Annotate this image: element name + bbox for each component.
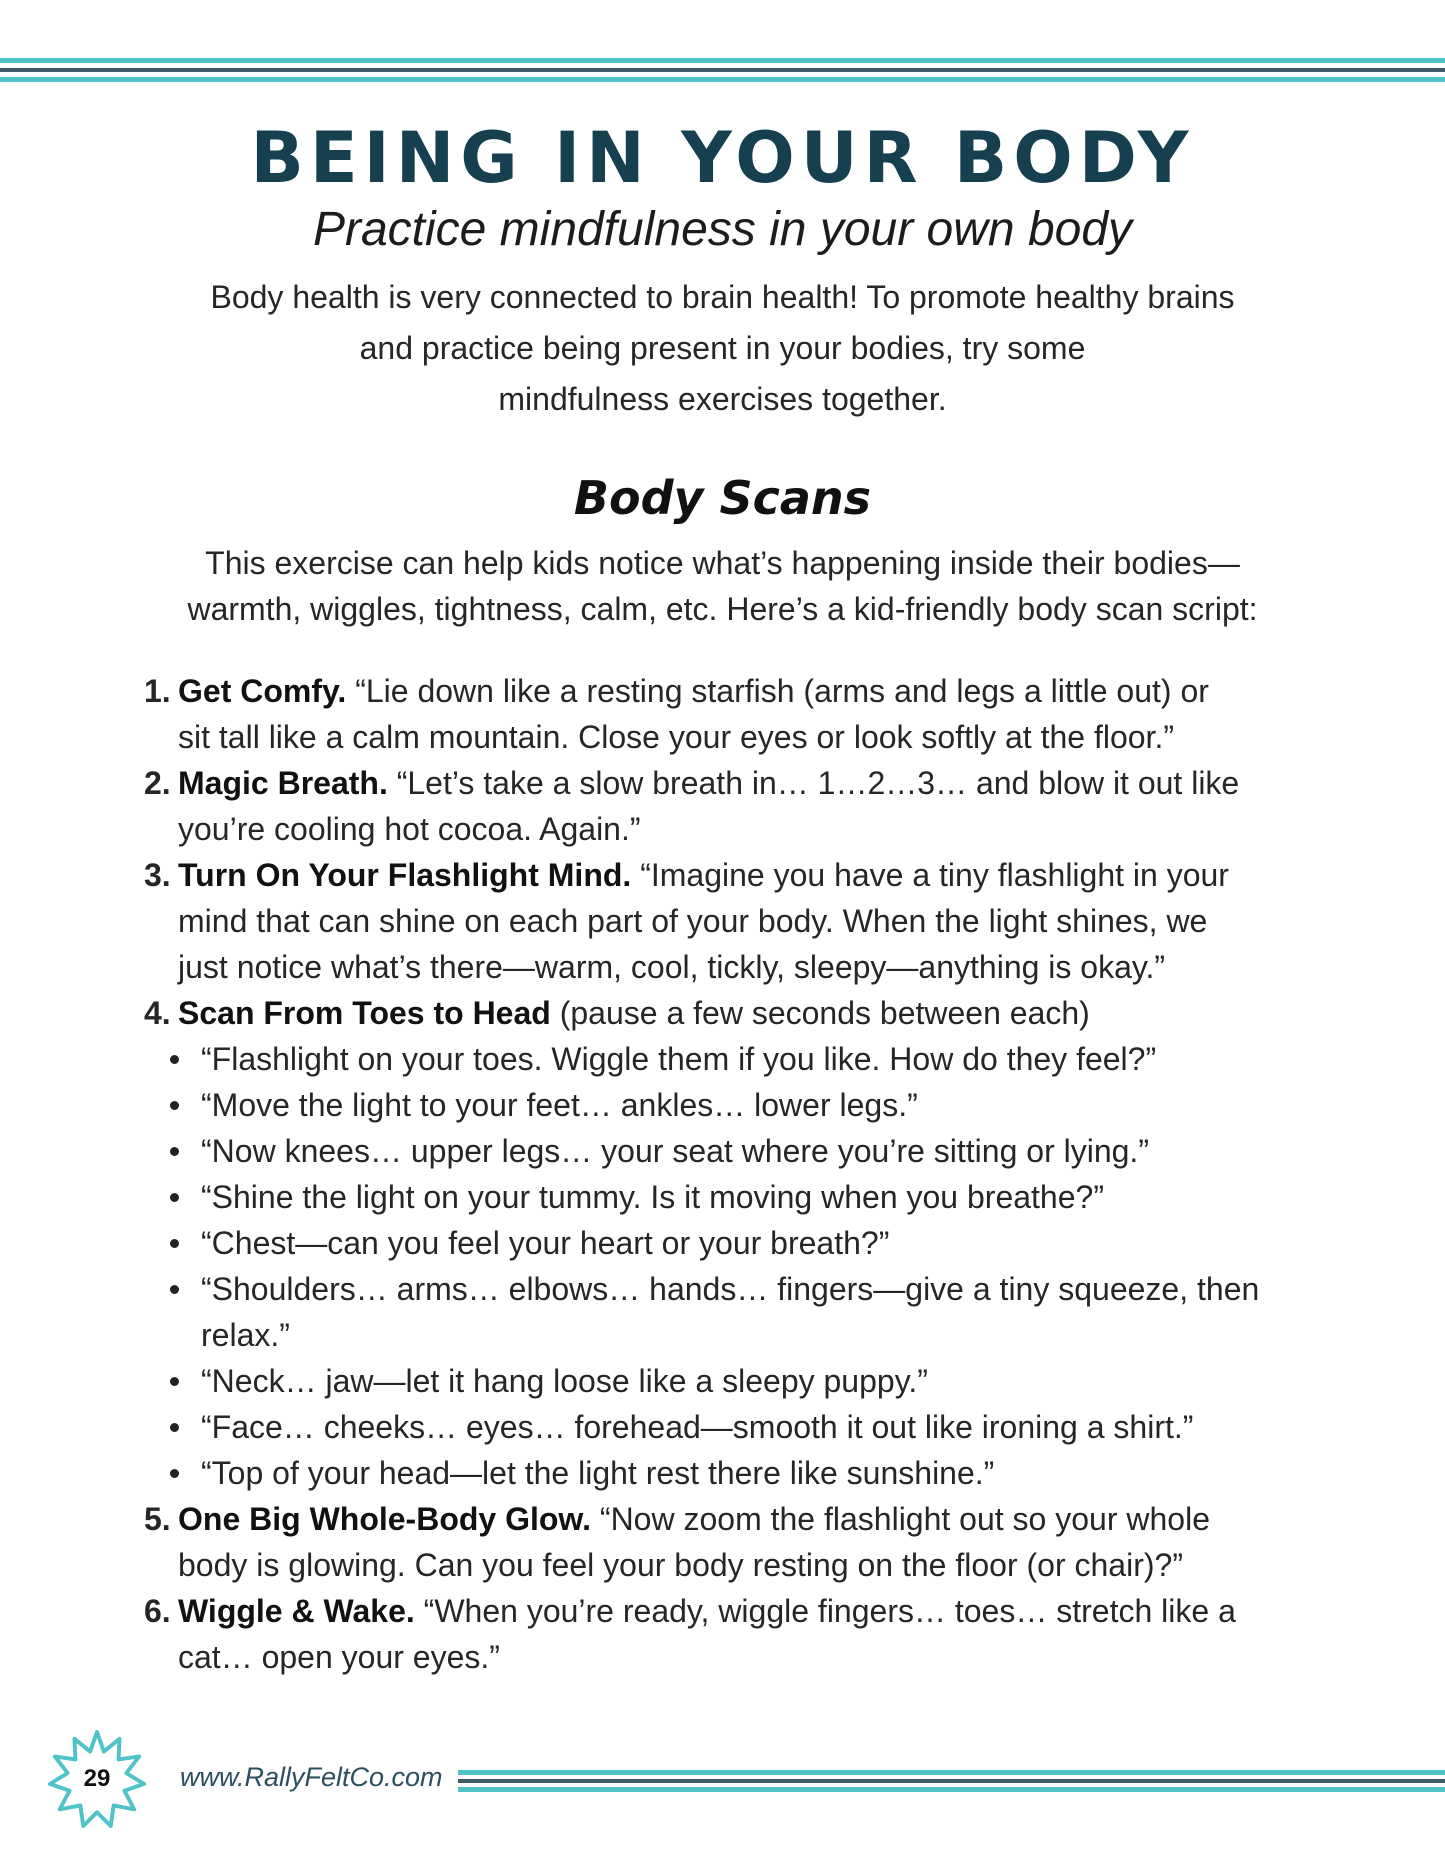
page-title: BEING IN YOUR BODY <box>250 117 1195 199</box>
bullet-text: “Shine the light on your tummy. Is it moving when you breathe?” <box>201 1179 1104 1215</box>
footer-rule-dark <box>458 1779 1445 1783</box>
footer-rule-teal-2 <box>458 1787 1445 1792</box>
page-subtitle: Practice mindfulness in your own body <box>312 203 1133 256</box>
step-text: just notice what’s there—warm, cool, tickly, sleepy—anything is okay.” <box>178 949 1166 985</box>
step-5 <box>0 1496 1445 1588</box>
bullet-icon <box>170 1469 179 1478</box>
step-text: mind that can shine on each part of your body. When the light shines, we <box>178 903 1208 939</box>
top-rule-teal-1 <box>0 58 1445 63</box>
bullet-text: “Face… cheeks… eyes… forehead—smooth it out like ironing a shirt.” <box>201 1409 1194 1445</box>
step-2 <box>0 760 1445 852</box>
step-label: Wiggle & Wake. <box>178 1593 415 1629</box>
bullet-icon <box>170 1423 179 1432</box>
step-label: Get Comfy. <box>178 673 347 709</box>
step-number: 6. <box>144 1593 171 1629</box>
list-item <box>0 1404 1445 1450</box>
list-item <box>0 1128 1445 1174</box>
page-footer <box>0 1730 1445 1840</box>
list-item <box>0 1174 1445 1220</box>
list-item <box>0 1036 1445 1082</box>
website-link[interactable]: www.RallyFeltCo.com <box>180 1762 443 1792</box>
step-text: cat… open your eyes.” <box>178 1639 500 1675</box>
step-text: body is glowing. Can you feel your body resting on the floor (or chair)?” <box>178 1547 1183 1583</box>
step-label: Turn On Your Flashlight Mind. <box>178 857 632 893</box>
top-rule-dark <box>0 68 1445 72</box>
bullet-icon <box>170 1239 179 1248</box>
page-number: 29 <box>83 1765 111 1792</box>
section-intro-line: This exercise can help kids notice what’s happening inside their bodies— <box>205 545 1240 581</box>
step-6 <box>0 1588 1445 1680</box>
bullet-text: “Neck… jaw—let it hang loose like a sleepy puppy.” <box>201 1363 928 1399</box>
step-number: 2. <box>144 765 171 801</box>
bullet-icon <box>170 1193 179 1202</box>
section-intro <box>120 540 1325 632</box>
step-label: One Big Whole-Body Glow. <box>178 1501 592 1537</box>
list-item <box>0 1220 1445 1266</box>
bullet-text: “Now knees… upper legs… your seat where you’re sitting or lying.” <box>201 1133 1149 1169</box>
bullet-text: “Chest—can you feel your heart or your breath?” <box>201 1225 890 1261</box>
list-item <box>0 1358 1445 1404</box>
step-text: “Imagine you have a tiny flashlight in your <box>640 857 1229 893</box>
list-item <box>0 1266 1445 1358</box>
step-4 <box>0 990 1445 1036</box>
body-scan-steps <box>0 668 1445 1680</box>
bullet-icon <box>170 1101 179 1110</box>
footer-decorative-rules <box>458 1770 1445 1794</box>
step-1 <box>0 668 1445 760</box>
bullet-icon <box>170 1285 179 1294</box>
intro-paragraph <box>150 272 1295 425</box>
bullet-icon <box>170 1055 179 1064</box>
list-item <box>0 1082 1445 1128</box>
intro-line: Body health is very connected to brain health! To promote healthy brains <box>210 279 1235 315</box>
bullet-text: “Flashlight on your toes. Wiggle them if you like. How do they feel?” <box>201 1041 1157 1077</box>
step-text: “Now zoom the flashlight out so your whole <box>599 1501 1210 1537</box>
step-text: sit tall like a calm mountain. Close your eyes or look softly at the floor.” <box>178 719 1174 755</box>
step-number: 3. <box>144 857 171 893</box>
step-text: “When you’re ready, wiggle fingers… toes… stretch like a <box>423 1593 1236 1629</box>
bullet-text: “Move the light to your feet… ankles… lower legs.” <box>201 1087 918 1123</box>
step-number: 5. <box>144 1501 171 1537</box>
section-heading: Body Scans <box>573 471 872 525</box>
bullet-text: relax.” <box>201 1317 290 1353</box>
step-text: (pause a few seconds between each) <box>559 995 1090 1031</box>
step-label: Magic Breath. <box>178 765 388 801</box>
step-label: Scan From Toes to Head <box>178 995 551 1031</box>
intro-line: and practice being present in your bodies, try some <box>359 330 1086 366</box>
bullet-icon <box>170 1377 179 1386</box>
intro-line: mindfulness exercises together. <box>498 381 947 417</box>
section-intro-line: warmth, wiggles, tightness, calm, etc. Here’s a kid-friendly body scan script: <box>187 591 1258 627</box>
scan-bullet-list <box>0 1036 1445 1496</box>
step-number: 4. <box>144 995 171 1031</box>
footer-rule-teal-1 <box>458 1770 1445 1775</box>
list-item <box>0 1450 1445 1496</box>
bullet-text: “Top of your head—let the light rest there like sunshine.” <box>201 1455 995 1491</box>
step-number: 1. <box>144 673 171 709</box>
step-text: you’re cooling hot cocoa. Again.” <box>178 811 641 847</box>
bullet-text: “Shoulders… arms… elbows… hands… fingers—give a tiny squeeze, then <box>201 1271 1260 1307</box>
bullet-icon <box>170 1147 179 1156</box>
top-decorative-rules <box>0 58 1445 88</box>
top-rule-teal-2 <box>0 77 1445 82</box>
step-3 <box>0 852 1445 990</box>
step-text: “Let’s take a slow breath in… 1…2…3… and blow it out like <box>396 765 1240 801</box>
step-text: “Lie down like a resting starfish (arms and legs a little out) or <box>355 673 1209 709</box>
